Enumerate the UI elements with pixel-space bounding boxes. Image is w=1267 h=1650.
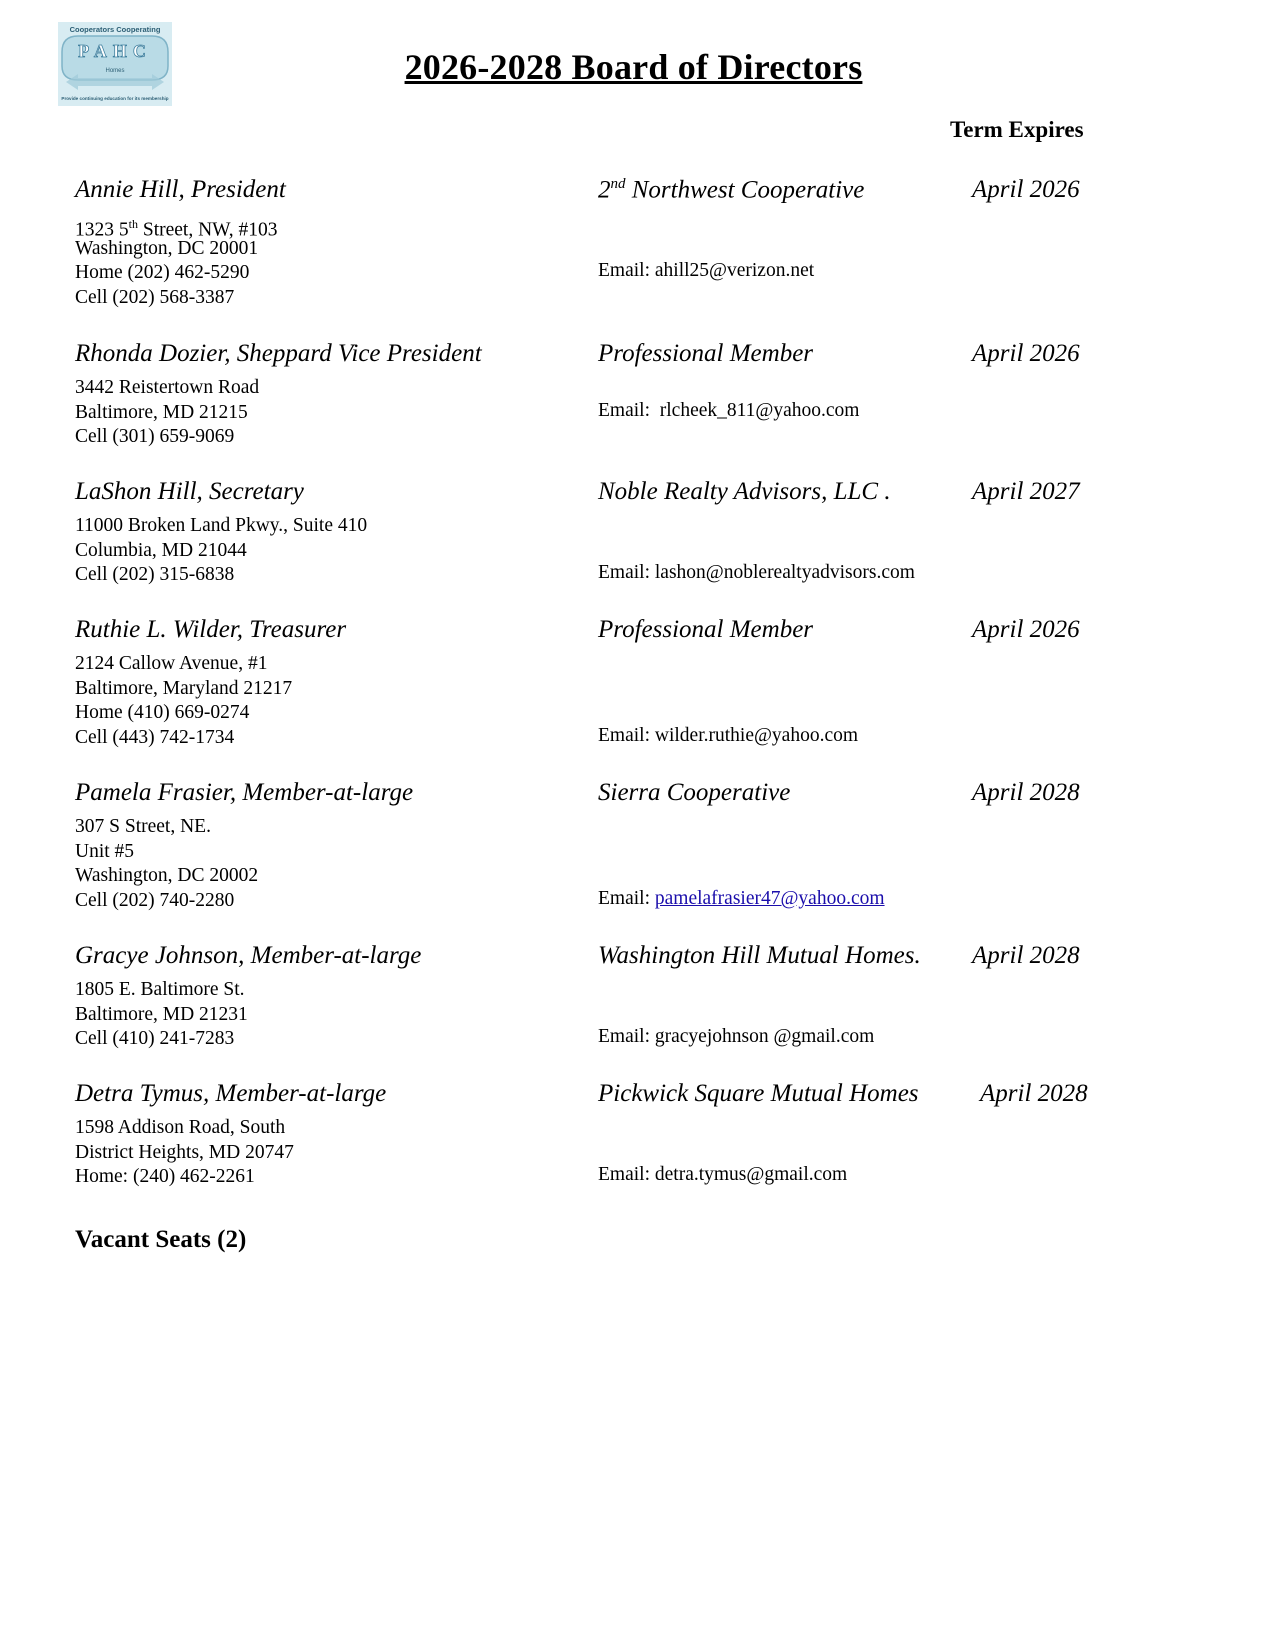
org-name: Northwest Cooperative <box>625 176 865 204</box>
member-name: LaShon Hill, Secretary <box>75 478 304 505</box>
logo-mid-text: Homes <box>105 68 125 74</box>
contact-line: Washington, DC 20001 <box>75 237 259 259</box>
contact-line: Cell (202) 315-6838 <box>75 564 235 585</box>
contact-line: 307 S Street, NE. <box>75 816 211 837</box>
member-organization: Noble Realty Advisors, LLC . <box>598 478 891 505</box>
email-label: Email: <box>598 725 650 746</box>
contact-line: 1805 E. Baltimore St. <box>75 979 245 1000</box>
member-term: April 2026 <box>972 176 1080 203</box>
email-label: Email: <box>598 400 650 421</box>
contact-line: Home: (240) 462-2261 <box>75 1166 255 1187</box>
member-organization <box>598 176 864 204</box>
email-label: Email: <box>598 1164 650 1185</box>
member-organization: Professional Member <box>598 616 814 643</box>
contact-line: Cell (202) 740-2280 <box>75 889 235 911</box>
member-email <box>598 1164 847 1186</box>
contact-line: Columbia, MD 21044 <box>75 539 247 561</box>
member-name: Detra Tymus, Member-at-large <box>75 1080 387 1107</box>
contact-line: 2124 Callow Avenue, #1 <box>75 653 268 674</box>
email-label: Email: <box>598 562 650 583</box>
address-line <box>75 212 278 241</box>
member-contact <box>75 514 367 588</box>
org-superscript: nd <box>610 176 626 192</box>
contact-line: Home (410) 669-0274 <box>75 702 250 723</box>
member-name: Rhonda Dozier, Sheppard Vice President <box>75 340 482 367</box>
member-term: April 2028 <box>972 779 1080 806</box>
vacant-seats: Vacant Seats (2) <box>75 1226 247 1253</box>
member-term: April 2026 <box>972 616 1080 643</box>
contact-line: Unit #5 <box>75 840 135 862</box>
email-address: gracyejohnson @gmail.com <box>654 1026 875 1047</box>
member-term: April 2027 <box>972 478 1080 505</box>
contact-line: Cell (410) 241-7283 <box>75 1028 235 1049</box>
term-expires-header: Term Expires <box>950 117 1084 142</box>
org-prefix: 2 <box>598 176 611 204</box>
contact-line: Washington, DC 20002 <box>75 865 259 886</box>
contact-line: 3442 Reistertown Road <box>75 377 260 398</box>
member-contact <box>75 212 278 310</box>
member-name: Ruthie L. Wilder, Treasurer <box>75 616 347 643</box>
member-name: Gracye Johnson, Member-at-large <box>75 942 422 969</box>
contact-line: 11000 Broken Land Pkwy., Suite 410 <box>75 515 368 536</box>
member-email <box>598 562 915 584</box>
contact-line: Baltimore, Maryland 21217 <box>75 677 293 699</box>
email-label: Email: <box>598 1026 650 1047</box>
address-superscript: th <box>128 217 138 231</box>
member-contact <box>75 376 259 450</box>
email-address: lashon@noblerealtyadvisors.com <box>654 562 915 583</box>
member-name: Pamela Frasier, Member-at-large <box>75 779 414 806</box>
contact-line: Home (202) 462-5290 <box>75 262 250 283</box>
contact-line: Baltimore, MD 21215 <box>75 401 248 423</box>
email-label: Email: <box>598 260 650 281</box>
member-contact <box>75 1116 294 1190</box>
email-address: detra.tymus@gmail.com <box>654 1164 848 1185</box>
email-address: wilder.ruthie@yahoo.com <box>654 725 859 746</box>
contact-line: Cell (443) 742-1734 <box>75 726 235 748</box>
contact-line: Baltimore, MD 21231 <box>75 1003 248 1025</box>
member-organization: Washington Hill Mutual Homes. <box>598 942 921 969</box>
member-term: April 2028 <box>980 1080 1088 1107</box>
logo-letters: PAHC <box>78 41 152 61</box>
member-email <box>598 260 814 282</box>
email-address: rlcheek_811@yahoo.com <box>659 400 860 421</box>
member-contact <box>75 652 292 750</box>
member-email <box>598 400 859 422</box>
member-term: April 2028 <box>972 942 1080 969</box>
member-contact <box>75 978 248 1052</box>
address-rest: Street, NW, #103 <box>137 219 278 241</box>
contact-line: Cell (202) 568-3387 <box>75 286 235 308</box>
logo-tagline: Provide continuing education for its membership <box>61 96 169 101</box>
contact-line: District Heights, MD 20747 <box>75 1141 294 1163</box>
member-organization: Sierra Cooperative <box>598 779 791 806</box>
member-email <box>598 725 858 747</box>
member-email <box>598 888 885 910</box>
email-address: ahill25@verizon.net <box>654 260 815 281</box>
member-organization: Pickwick Square Mutual Homes <box>598 1080 919 1107</box>
address-prefix: 1323 5 <box>75 219 129 241</box>
page-title: 2026-2028 Board of Directors <box>404 47 863 87</box>
member-contact <box>75 815 258 913</box>
email-link[interactable]: pamelafrasier47@yahoo.com <box>654 888 885 909</box>
contact-line: 1598 Addison Road, South <box>75 1117 286 1138</box>
member-term: April 2026 <box>972 340 1080 367</box>
member-organization: Professional Member <box>598 340 814 367</box>
email-label: Email: <box>598 888 650 909</box>
member-email <box>598 1026 874 1048</box>
contact-line: Cell (301) 659-9069 <box>75 426 235 447</box>
member-name: Annie Hill, President <box>75 176 286 203</box>
logo-top-text: Cooperators Cooperating <box>69 25 161 34</box>
